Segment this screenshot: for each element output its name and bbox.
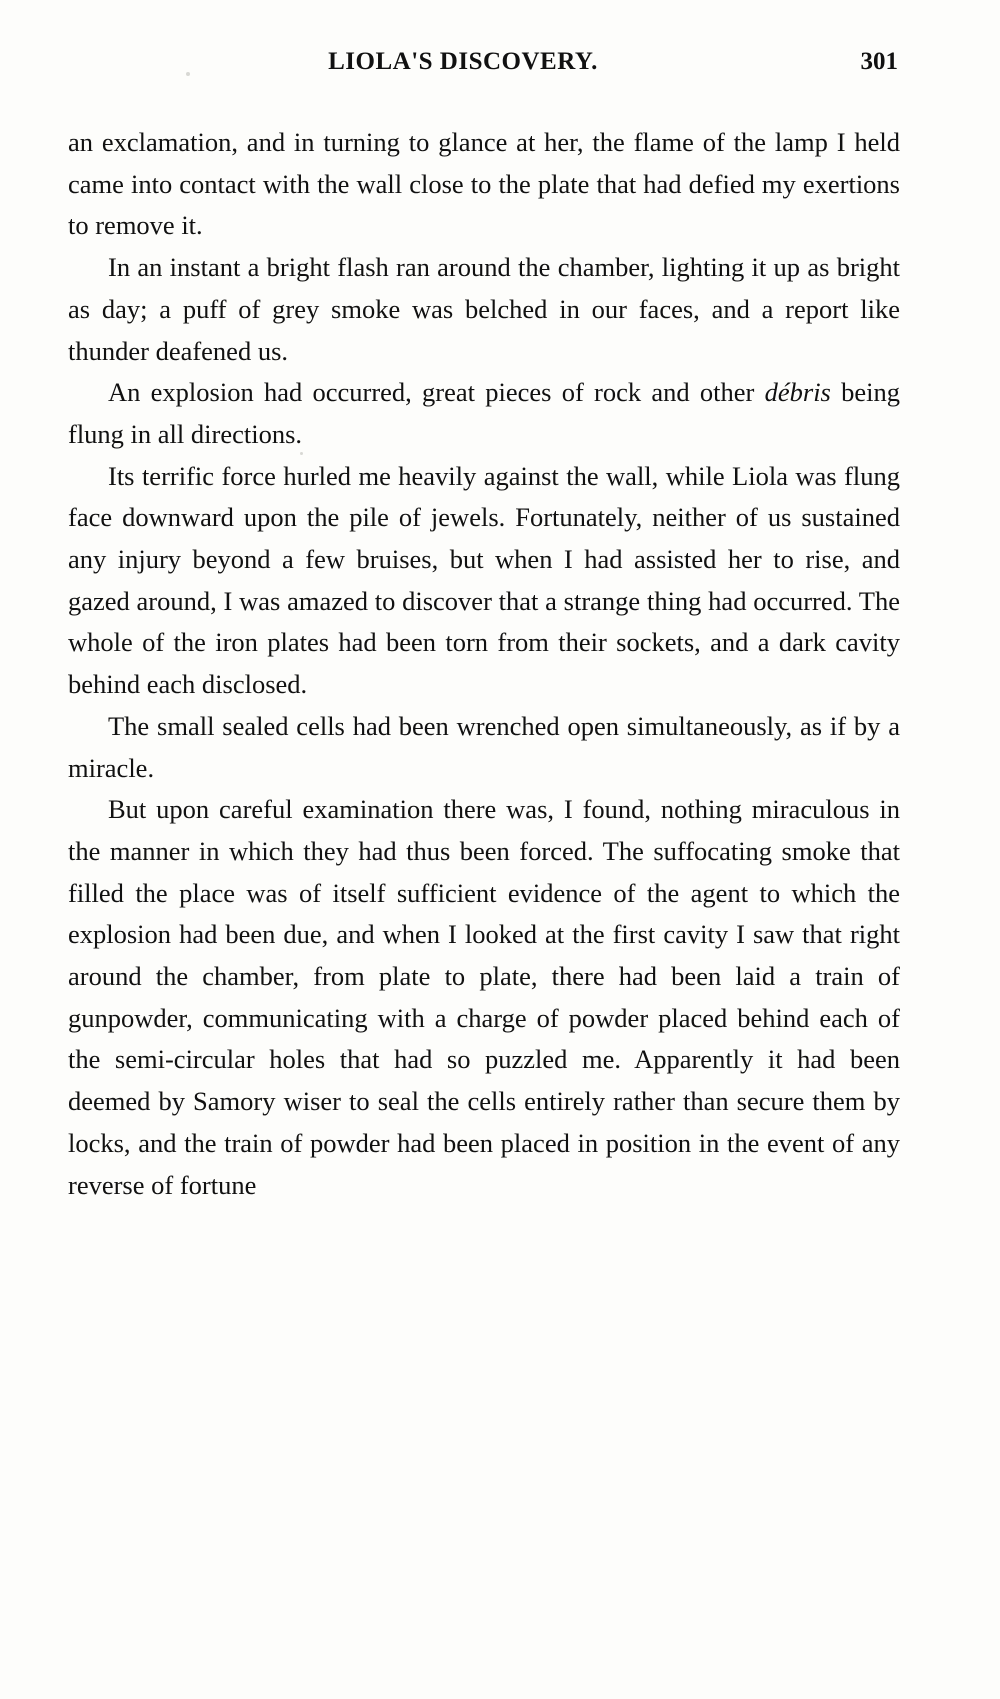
paragraph: But upon careful examination there was, I found, nothing miraculous in the manner in which they had thus been forced. The suffocating smoke that filled the place was of itself sufficient evidence of the agent to which the explosion had been due, and when I looked at the first cavity I saw that right around the chamber, from plate to plate, there had been laid a train of gunpowder, communicating with a charge of powder placed behind each of the semi-circular holes that had so puzzled me. Apparently it had been deemed by Samory wiser to seal the cells entirely rather than secure them by locks, and the train of powder had been placed in position in the event of any reverse of fortune: [68, 794, 900, 1200]
running-title: LIOLA'S DISCOVERY.: [328, 48, 598, 75]
paragraph: In an instant a bright flash ran around the chamber, lighting it up as bright as day; a puff of grey smoke was belched in our faces, and a report like thunder deafened us.: [68, 252, 900, 366]
paragraph-text-before-italic: An explosion had occurred, great pieces of rock and other: [108, 377, 765, 408]
paragraph: The small sealed cells had been wrenched open simultaneously, as if by a miracle.: [68, 710, 900, 783]
paragraph: an exclamation, and in turning to glance at her, the flame of the lamp I held came into contact with the wall close to the plate that had defied my exertions to remove it.: [68, 127, 900, 241]
body-text: [68, 122, 900, 1206]
paragraph-text-after-italic: being flung in all directions.: [68, 377, 901, 449]
paragraph: Its terrific force hurled me heavily against the wall, while Liola was flung face downward upon the pile of jewels. Fortunately, neither of us sustained any injury beyond a few bruises, but when I had assisted her to rise, and gazed around, I was amazed to discover that a strange thing had occurred. The whole of the iron plates had been torn from their sockets, and a dark cavity behind each disclosed.: [68, 460, 900, 700]
italic-term: débris: [764, 377, 831, 408]
page-number: 301: [860, 48, 898, 75]
page-header: [68, 48, 898, 88]
paragraph: [68, 372, 900, 455]
scan-speck: [186, 72, 190, 76]
